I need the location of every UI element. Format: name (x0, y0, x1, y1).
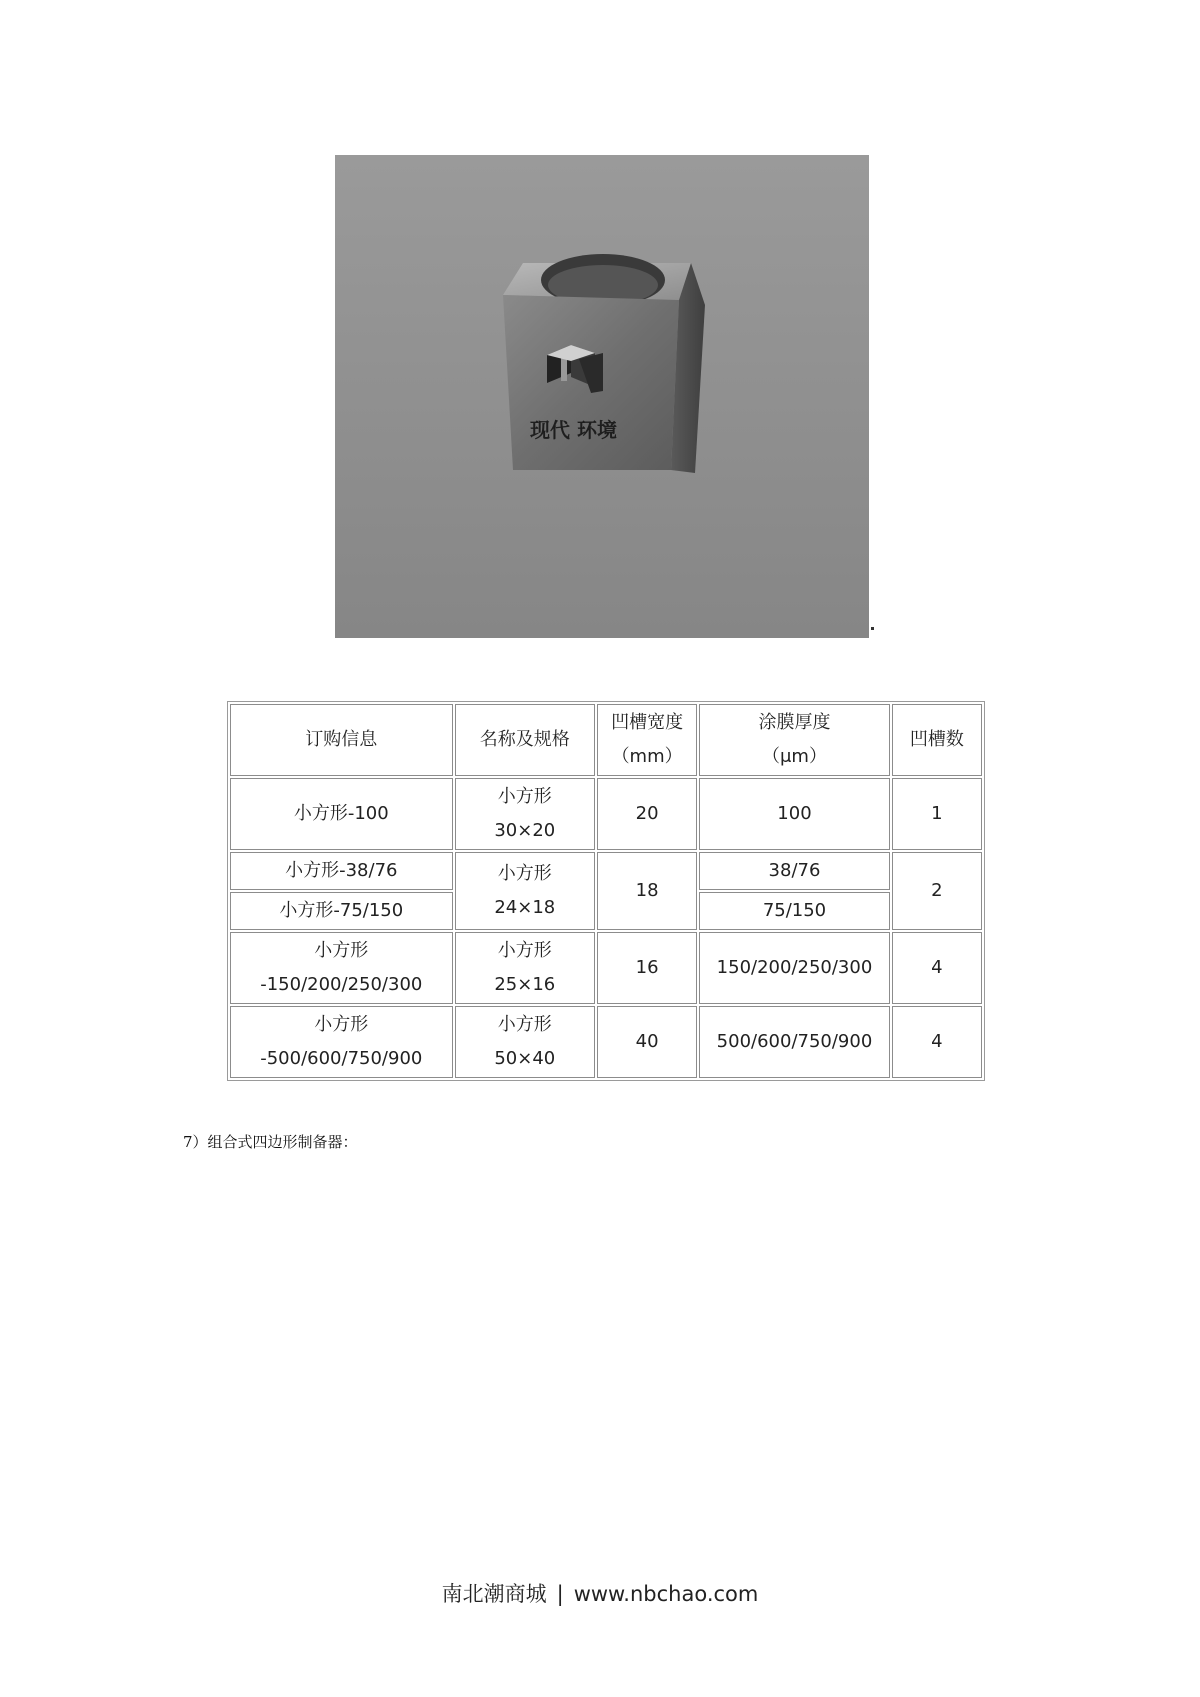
groove-width-cell: 16 (597, 932, 697, 1004)
footer-url: www.nbchao.com (573, 1582, 759, 1606)
table-row (230, 852, 982, 890)
order-info-cell: 小方形-38/76 (230, 852, 453, 890)
thickness-cell: 38/76 (699, 852, 890, 890)
footer-separator: | (556, 1582, 564, 1606)
groove-width-cell: 40 (597, 1006, 697, 1078)
thickness-cell: 75/150 (699, 892, 890, 930)
engraving-text: 现代 环境 (530, 418, 617, 442)
header-cell: 凹槽数 (892, 704, 982, 776)
spec-cell: 小方形 25×16 (455, 932, 595, 1004)
groove-count-cell: 2 (892, 852, 982, 930)
table-header-row (230, 704, 982, 776)
thickness-cell: 500/600/750/900 (699, 1006, 890, 1078)
header-cell: 订购信息 (230, 704, 453, 776)
spec-cell: 小方形 50×40 (455, 1006, 595, 1078)
groove-count-cell: 4 (892, 932, 982, 1004)
groove-count-cell: 1 (892, 778, 982, 850)
order-info-cell: 小方形 -150/200/250/300 (230, 932, 453, 1004)
section-heading: 7）组合式四边形制备器： (183, 1133, 358, 1151)
groove-count-cell: 4 (892, 1006, 982, 1078)
footer-site-name: 南北潮商城 (441, 1582, 547, 1606)
order-info-cell: 小方形-75/150 (230, 892, 453, 930)
order-info-cell: 小方形 -500/600/750/900 (230, 1006, 453, 1078)
table-row (230, 1006, 982, 1078)
square-applicator-image (335, 155, 869, 638)
table-row (230, 932, 982, 1004)
header-cell: 凹槽宽度 （mm） (597, 704, 697, 776)
spec-table (227, 701, 985, 1081)
thickness-cell: 100 (699, 778, 890, 850)
product-photo (335, 155, 869, 638)
thickness-cell: 150/200/250/300 (699, 932, 890, 1004)
groove-width-cell: 20 (597, 778, 697, 850)
page-footer (0, 1578, 1200, 1608)
header-cell: 名称及规格 (455, 704, 595, 776)
spec-cell: 小方形 30×20 (455, 778, 595, 850)
header-cell: 涂膜厚度 （μm） (699, 704, 890, 776)
order-info-cell: 小方形-100 (230, 778, 453, 850)
spec-cell: 小方形 24×18 (455, 852, 595, 930)
table-row (230, 778, 982, 850)
stray-dot (871, 627, 874, 630)
groove-width-cell: 18 (597, 852, 697, 930)
